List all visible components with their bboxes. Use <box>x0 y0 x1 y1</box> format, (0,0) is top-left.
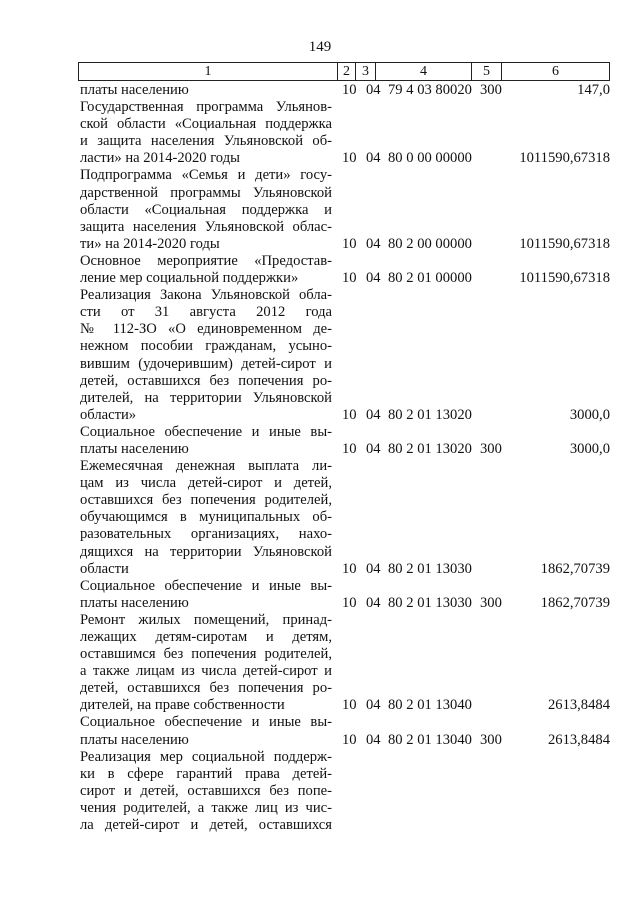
row-description-line: области «Социальная поддержка и <box>80 201 332 218</box>
row-description-line: Ремонт жилых помещений, принад- <box>80 611 332 628</box>
row-description-line: ти» на 2014-2020 годы <box>80 235 220 252</box>
row-description-line: дителей, на территории Ульяновской <box>80 389 332 406</box>
row-codes <box>342 150 610 167</box>
row-description-line: сирот и детей, оставшихся без попе- <box>80 782 332 799</box>
header-col-5: 5 <box>472 63 502 80</box>
budget-table-body <box>80 82 610 834</box>
amount: 1862,70739 <box>540 594 610 611</box>
header-col-4: 4 <box>376 63 472 80</box>
section-code: 10 <box>342 731 357 748</box>
row-description-line: ление мер социальной поддержки» <box>80 270 299 287</box>
row-description-line: Государственная программа Ульянов- <box>80 99 332 116</box>
row-description-line: а также лицам из числа детей-сирот и <box>80 663 332 680</box>
target-article-code: 80 2 01 13030 <box>388 560 472 577</box>
row-description <box>80 82 332 99</box>
header-col-1: 1 <box>79 63 338 80</box>
row-description <box>80 167 332 252</box>
table-row <box>80 253 610 287</box>
row-description-line: области <box>80 560 129 577</box>
row-description-line: оставшимся без попечения родителей, <box>80 646 332 663</box>
page-number: 149 <box>308 39 332 55</box>
header-col-6: 6 <box>552 64 559 79</box>
row-description-line: Ежемесячная денежная выплата ли- <box>80 458 332 475</box>
subsection-code: 04 <box>366 406 381 423</box>
amount: 147,0 <box>577 82 610 98</box>
table-row <box>80 458 610 578</box>
row-description-line: № 112-ЗО «О единовременном де- <box>80 321 332 338</box>
target-article-code: 79 4 03 80020 <box>388 82 472 98</box>
table-row <box>80 749 610 834</box>
row-description-line: обучающимся в муниципальных об- <box>80 509 332 526</box>
row-description <box>80 99 332 167</box>
subsection-code: 04 <box>366 82 381 98</box>
subsection-code: 04 <box>366 235 381 252</box>
row-description-line: сти от 31 августа 2012 года <box>80 304 332 321</box>
row-description-line: лежащих детям-сиротам и детям, <box>80 629 332 645</box>
target-article-code: 80 0 00 00000 <box>388 150 472 167</box>
subsection-code: 04 <box>366 697 381 714</box>
row-codes <box>342 441 610 458</box>
row-description <box>80 578 332 612</box>
subsection-code: 04 <box>366 594 381 611</box>
table-row <box>80 287 610 424</box>
target-article-code: 80 2 01 13030 <box>388 594 472 611</box>
row-description <box>80 612 332 715</box>
row-description-line: разовательных организациях, нахо- <box>80 526 332 543</box>
row-description-line: защита населения Ульяновской облас- <box>80 218 332 235</box>
expense-type-code: 300 <box>480 731 502 748</box>
row-description-line: вившим (удочерившим) детей-сирот и <box>80 355 332 372</box>
row-description-line: ки в сфере гарантий права детей- <box>80 765 332 782</box>
row-description-line: цам из числа детей-сирот и детей, <box>80 475 332 492</box>
row-description <box>80 749 332 834</box>
row-description-line: Основное мероприятие «Предостав- <box>80 252 332 269</box>
row-description-line: нежном пособии гражданам, усыно- <box>80 338 332 355</box>
section-code: 10 <box>342 82 357 98</box>
target-article-code: 80 2 01 13040 <box>388 697 472 714</box>
row-description-line: Реализация Закона Ульяновской обла- <box>80 287 332 304</box>
section-code: 10 <box>342 270 357 287</box>
subsection-code: 04 <box>366 270 381 287</box>
target-article-code: 80 2 01 13020 <box>388 406 472 423</box>
section-code: 10 <box>342 150 357 167</box>
table-row <box>80 424 610 458</box>
row-description <box>80 714 332 748</box>
expense-type-code: 300 <box>480 594 502 611</box>
amount: 3000,0 <box>569 440 610 457</box>
subsection-code: 04 <box>366 731 381 748</box>
row-codes <box>342 732 610 749</box>
target-article-code: 80 2 01 13020 <box>388 440 472 457</box>
section-code: 10 <box>342 406 357 423</box>
header-col-2: 2 <box>338 63 356 80</box>
subsection-code: 04 <box>366 560 381 577</box>
table-row <box>80 578 610 612</box>
row-description-line: чения родителей, а также лиц из чис- <box>80 799 332 816</box>
row-codes <box>342 407 610 424</box>
section-code: 10 <box>342 594 357 611</box>
table-row <box>80 99 610 167</box>
row-description-line: Подпрограмма «Семья и дети» госу- <box>80 167 332 184</box>
row-description-line: ской области «Социальная поддержка <box>80 116 332 133</box>
target-article-code: 80 2 01 13040 <box>388 731 472 748</box>
amount: 1011590,67318 <box>519 270 610 287</box>
row-codes <box>342 817 610 834</box>
table-row <box>80 612 610 715</box>
row-description <box>80 424 332 458</box>
subsection-code: 04 <box>366 150 381 167</box>
row-codes <box>342 697 610 714</box>
table-row <box>80 82 610 99</box>
row-description-line: платы населению <box>80 594 189 611</box>
row-description-line: ла детей-сирот и детей, оставшихся <box>80 817 332 834</box>
row-description-line: Реализация мер социальной поддерж- <box>80 748 332 765</box>
row-codes <box>342 236 610 253</box>
subsection-code: 04 <box>366 440 381 457</box>
row-description-line: и защита населения Ульяновской об- <box>80 133 332 150</box>
header-col-3: 3 <box>356 63 376 80</box>
section-code: 10 <box>342 235 357 252</box>
row-description-line: платы населению <box>80 440 189 457</box>
section-code: 10 <box>342 560 357 577</box>
row-description-line: детей, оставшихся без попечения ро- <box>80 680 332 697</box>
row-description-line: дарственной программы Ульяновской <box>80 184 332 201</box>
target-article-code: 80 2 00 00000 <box>388 235 472 252</box>
row-codes <box>342 561 610 578</box>
amount: 1011590,67318 <box>519 235 610 252</box>
expense-type-code: 300 <box>480 82 502 98</box>
row-description-line: дителей, на праве собственности <box>80 697 285 714</box>
row-description-line: Социальное обеспечение и иные вы- <box>80 714 332 731</box>
table-row <box>80 167 610 252</box>
row-description <box>80 253 332 287</box>
row-description-line: оставшихся без попечения родителей, <box>80 492 332 509</box>
row-description-line: области» <box>80 406 137 423</box>
row-description-line: Социальное обеспечение и иные вы- <box>80 577 332 594</box>
amount: 2613,8484 <box>547 697 610 714</box>
expense-type-code: 300 <box>480 440 502 457</box>
row-description-line: Социальное обеспечение и иные вы- <box>80 423 332 440</box>
row-description <box>80 287 332 424</box>
row-description-line: детей, оставшихся без попечения ро- <box>80 372 332 389</box>
row-description-line: дящихся на территории Ульяновской <box>80 543 332 560</box>
table-row <box>80 714 610 748</box>
row-description-line: ласти» на 2014-2020 годы <box>80 150 240 167</box>
amount: 2613,8484 <box>547 731 610 748</box>
row-description-line: платы населению <box>80 731 189 748</box>
row-codes <box>342 82 610 99</box>
target-article-code: 80 2 01 00000 <box>388 270 472 287</box>
table-header <box>78 62 610 81</box>
amount: 1862,70739 <box>540 560 610 577</box>
section-code: 10 <box>342 440 357 457</box>
row-description <box>80 458 332 578</box>
amount: 1011590,67318 <box>519 150 610 167</box>
row-codes <box>342 595 610 612</box>
row-description-line: платы населению <box>80 82 189 98</box>
row-codes <box>342 270 610 287</box>
section-code: 10 <box>342 697 357 714</box>
amount: 3000,0 <box>569 406 610 423</box>
